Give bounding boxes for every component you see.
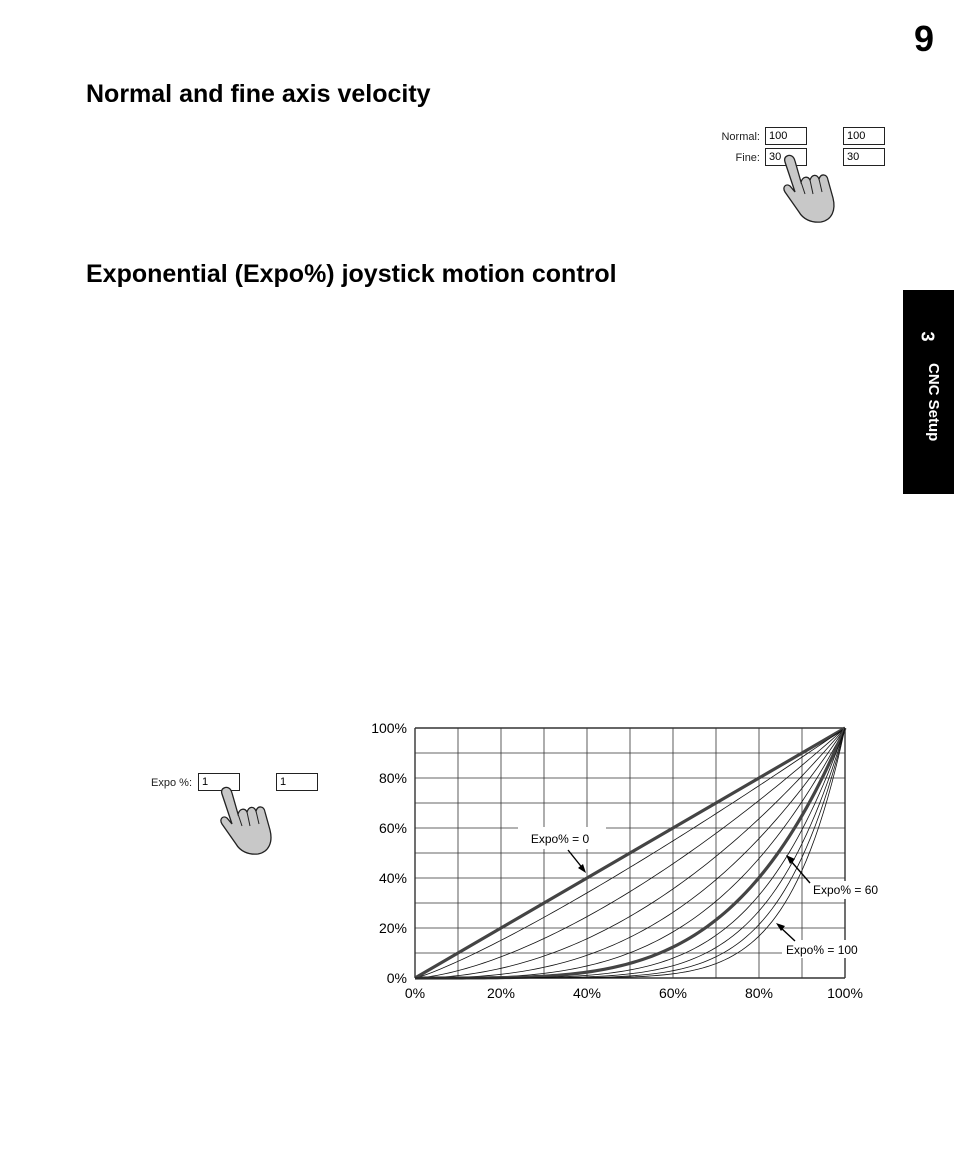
annotation-expo-100: Expo% = 100 xyxy=(786,943,858,957)
chapter-tab-number: 3 xyxy=(917,331,938,342)
pointing-hand-icon xyxy=(775,152,845,224)
annotation-expo-60: Expo% = 60 xyxy=(813,883,879,897)
x-tick-label: 100% xyxy=(827,985,863,1001)
y-tick-label: 20% xyxy=(378,920,407,936)
x-tick-label: 80% xyxy=(744,985,774,1001)
fine-velocity-input-2[interactable]: 30 xyxy=(843,148,885,166)
normal-velocity-input-2[interactable]: 100 xyxy=(843,127,885,145)
annotation-arrowhead xyxy=(786,855,795,864)
chapter-tab-label: CNC Setup xyxy=(925,363,942,442)
expo-response-chart xyxy=(350,715,890,1015)
y-tick-label: 80% xyxy=(378,770,407,786)
annotation-expo-0: Expo% = 0 xyxy=(530,832,590,846)
x-tick-label: 0% xyxy=(404,985,426,1001)
fine-label: Fine: xyxy=(735,152,760,164)
annotation-arrowhead xyxy=(578,864,586,873)
x-tick-label: 20% xyxy=(486,985,516,1001)
expo-input-2[interactable]: 1 xyxy=(276,773,318,791)
y-tick-label: 0% xyxy=(386,970,407,986)
normal-label: Normal: xyxy=(721,131,760,143)
x-tick-label: 60% xyxy=(658,985,688,1001)
annotation-arrow xyxy=(790,860,810,883)
x-tick-label: 40% xyxy=(572,985,602,1001)
y-tick-label: 60% xyxy=(378,820,407,836)
fine-velocity-input[interactable]: 30 xyxy=(765,148,807,166)
normal-velocity-input[interactable]: 100 xyxy=(765,127,807,145)
y-tick-label: 40% xyxy=(378,870,407,886)
expo-input[interactable]: 1 xyxy=(198,773,240,791)
section-heading-velocity: Normal and fine axis velocity xyxy=(86,80,431,108)
page-number: 9 xyxy=(913,18,934,59)
section-heading-expo: Exponential (Expo%) joystick motion control xyxy=(86,260,617,288)
pointing-hand-icon xyxy=(212,784,282,856)
expo-label: Expo %: xyxy=(151,777,192,789)
y-tick-label: 100% xyxy=(371,720,407,736)
